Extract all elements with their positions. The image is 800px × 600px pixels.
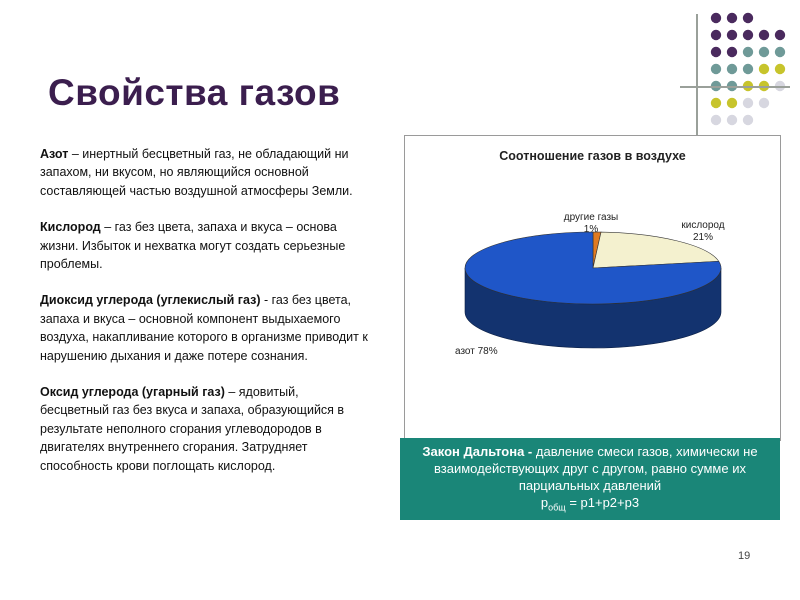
decorative-dot [727,115,737,125]
label-other-gases-value: 1% [583,224,599,235]
decorative-dot [711,98,721,108]
label-other-gases-name: другие газы [563,212,619,223]
paragraph-co [40,383,370,475]
term-co2: Диоксид углерода (углекислый газ) [40,293,261,308]
decorative-dot [711,13,721,23]
formula-rest: = p1+p2+p3 [565,495,640,510]
decorative-dot [727,47,737,57]
decorative-dot [743,115,753,125]
decorative-dot [759,30,769,40]
pie-chart [405,136,782,442]
term-co: Оксид углерода (угарный газ) [40,385,225,400]
decorative-dot-grid [0,0,800,140]
desc-oxygen: – газ без цвета, запаха и вкуса – основа жизни. Избыток и нехватка могут создать серьезные проблемы. [40,220,346,272]
page-number: 19 [738,550,751,562]
desc-co: – ядовитый, бесцветный газ без вкуса и запаха, образующийся в результате неполного сгорания углеводородов в двигателях внутреннего сгорания. Затрудняет способность крови поглощать кислород. [40,385,345,473]
label-nitrogen: азот 78% [455,346,498,357]
decorative-dot [775,64,785,74]
label-oxygen [663,220,743,244]
decorative-dot [727,64,737,74]
decorative-dot [727,30,737,40]
law-text: давление смеси газов, химически не взаимодействующих друг с другом, равно сумме их парциальных давлений [434,444,758,493]
decorative-dot [727,98,737,108]
law-formula [540,495,640,513]
decorative-dot [775,30,785,40]
decorative-dot [775,47,785,57]
desc-co2: - газ без цвета, запаха и вкуса – основной компонент выдыхаемого воздуха, накапливание которого в организме приводит к нарушению дыхания и даже потере сознания. [40,293,368,363]
decorative-dot [711,115,721,125]
formula-p: p [540,495,549,510]
label-other-gases [545,212,637,236]
decorative-dot [743,30,753,40]
decorative-horizontal-line [680,86,790,88]
decorative-dot [759,47,769,57]
decorative-vertical-line [696,14,698,140]
decorative-dot [743,47,753,57]
slide-title: Свойства газов [48,72,341,113]
label-oxygen-name: кислород [681,220,725,231]
desc-nitrogen: – инертный бесцветный газ, не обладающий ни запахом, ни вкусом, но являющийся основной составляющей частью воздушной атмосферы Земли. [40,147,353,198]
decorative-dot [711,30,721,40]
dalton-law-box [400,438,780,520]
decorative-dot [759,98,769,108]
paragraph-co2 [40,291,370,365]
paragraph-nitrogen [40,145,370,200]
label-oxygen-value: 21% [692,232,713,243]
term-nitrogen: Азот [40,147,69,161]
law-term: Закон Дальтона - [422,444,533,459]
decorative-dot [727,13,737,23]
gas-descriptions [40,145,370,493]
decorative-dot [743,98,753,108]
formula-sub: общ [548,502,566,513]
decorative-dot [759,64,769,74]
decorative-dot [711,64,721,74]
term-oxygen: Кислород [40,220,101,235]
paragraph-oxygen [40,218,370,273]
decorative-dot [743,64,753,74]
decorative-dot [743,13,753,23]
decorative-dot [711,47,721,57]
chart-panel [404,135,781,441]
chart-title: Соотношение газов в воздухе [499,149,686,163]
